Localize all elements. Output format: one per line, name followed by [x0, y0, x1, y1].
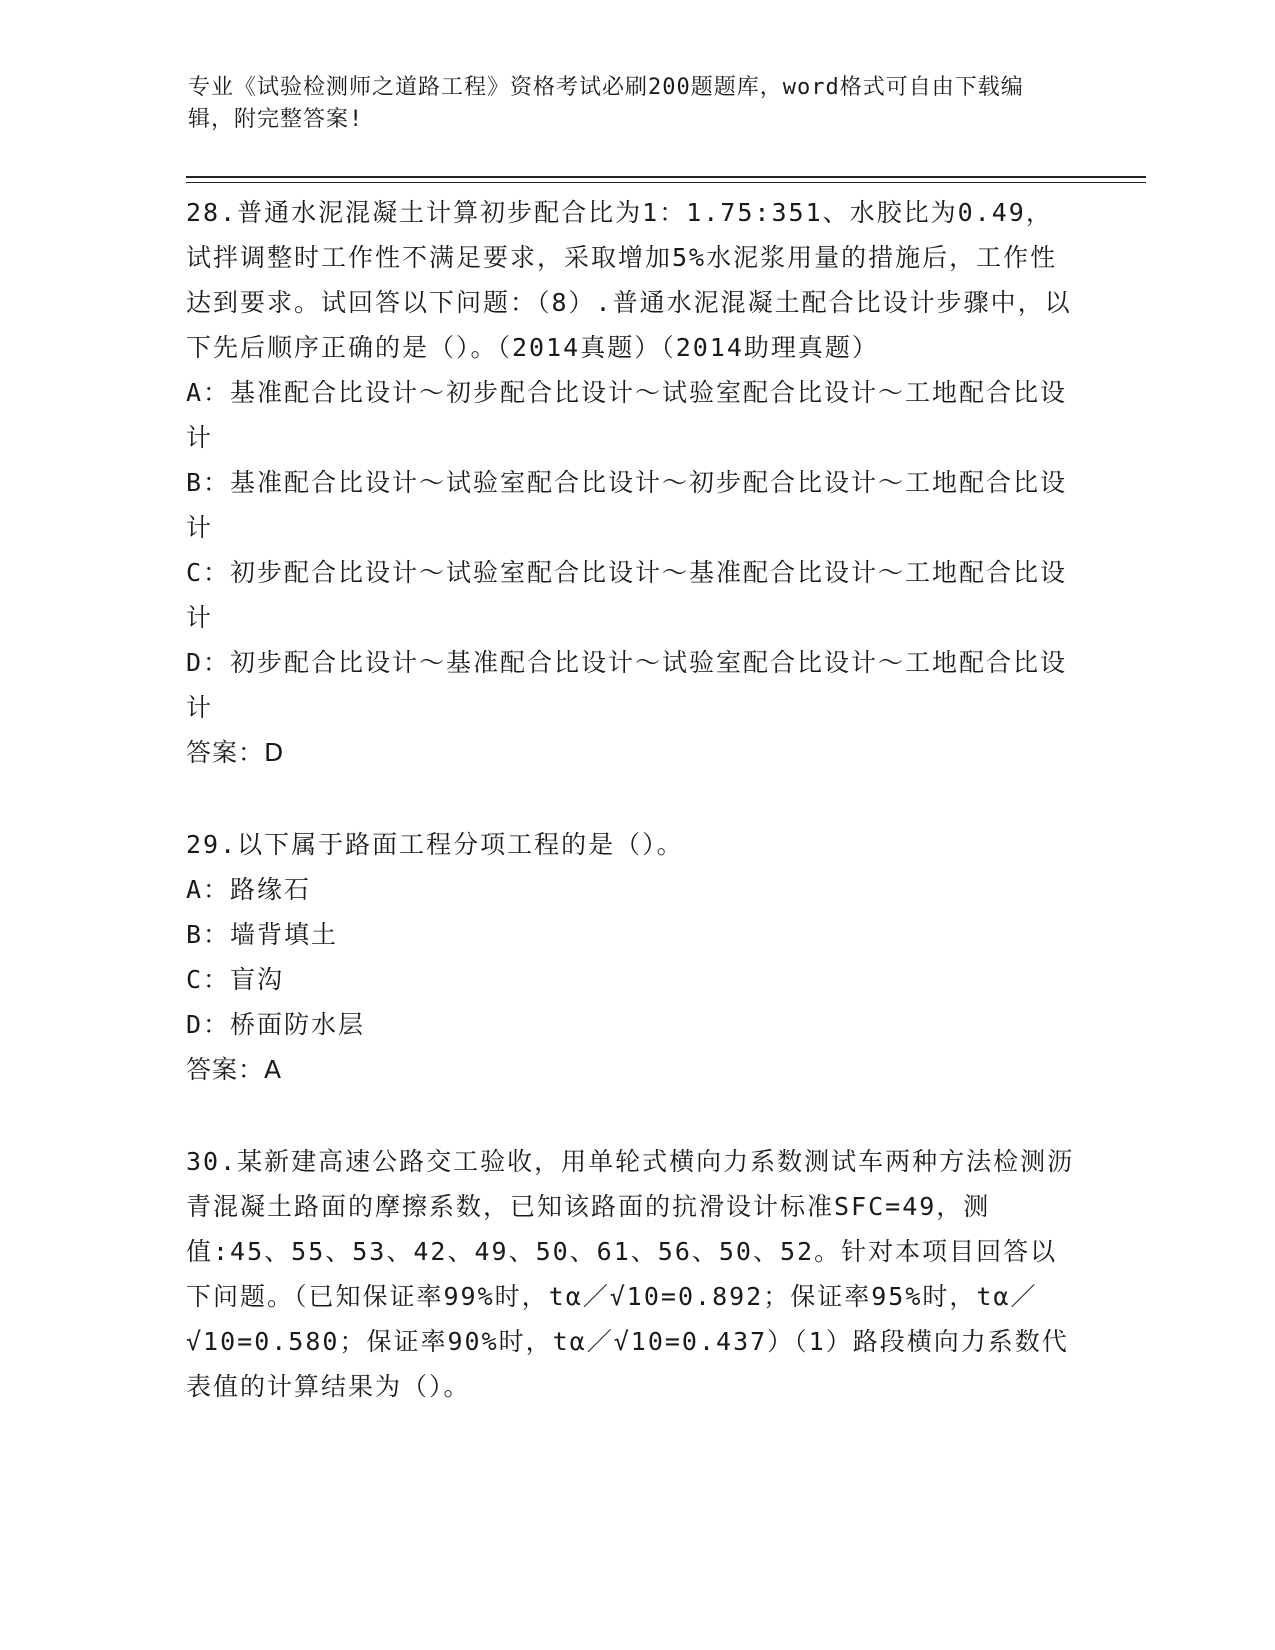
option-b: B：基准配合比设计～试验室配合比设计～初步配合比设计～工地配合比设计	[186, 468, 1068, 542]
option-c: C：盲沟	[186, 965, 285, 994]
option-b: B：墙背填土	[186, 920, 339, 949]
question-30	[186, 1139, 1076, 1409]
answer-line: 答案：A	[186, 1055, 283, 1084]
option-d: D：初步配合比设计～基准配合比设计～试验室配合比设计～工地配合比设计	[186, 648, 1068, 722]
page-header: 专业《试验检测师之道路工程》资格考试必刷200题题库，word格式可自由下载编辑，附完整答案!	[188, 75, 1024, 132]
question-text: 28.普通水泥混凝土计算初步配合比为1：1.75:351、水胶比为0.49，试拌调整时工作性不满足要求，采取增加5%水泥浆用量的措施后，工作性达到要求。试回答以下问题：（8）.普通水泥混凝土配合比设计步骤中，以下先后顺序正确的是（）。（2014真题）（2014助理真题）	[186, 198, 1072, 362]
question-28	[186, 190, 1076, 775]
header-divider	[186, 176, 1146, 178]
option-c: C：初步配合比设计～试验室配合比设计～基准配合比设计～工地配合比设计	[186, 558, 1068, 632]
option-a: A：基准配合比设计～初步配合比设计～试验室配合比设计～工地配合比设计	[186, 378, 1068, 452]
document-content	[186, 190, 1076, 1409]
question-spacer	[186, 775, 1076, 822]
question-spacer	[186, 1092, 1076, 1139]
option-d: D：桥面防水层	[186, 1010, 366, 1039]
question-text: 30.某新建高速公路交工验收，用单轮式横向力系数测试车两种方法检测沥青混凝土路面的摩擦系数，已知该路面的抗滑设计标准SFC=49，测值:45、55、53、42、49、50、61、56、50、52。针对本项目回答以下问题。（已知保证率99%时，tα／√10=0.892；保证率95%时，tα／√10=0.580；保证率90%时，tα／√10=0.437）（1）路段横向力系数代表值的计算结果为（）。	[186, 1147, 1075, 1401]
question-text: 29.以下属于路面工程分项工程的是（）。	[186, 830, 684, 859]
header-divider-thin	[186, 182, 1146, 183]
answer-line: 答案：D	[186, 738, 285, 767]
question-29	[186, 822, 1076, 1092]
option-a: A：路缘石	[186, 875, 312, 904]
